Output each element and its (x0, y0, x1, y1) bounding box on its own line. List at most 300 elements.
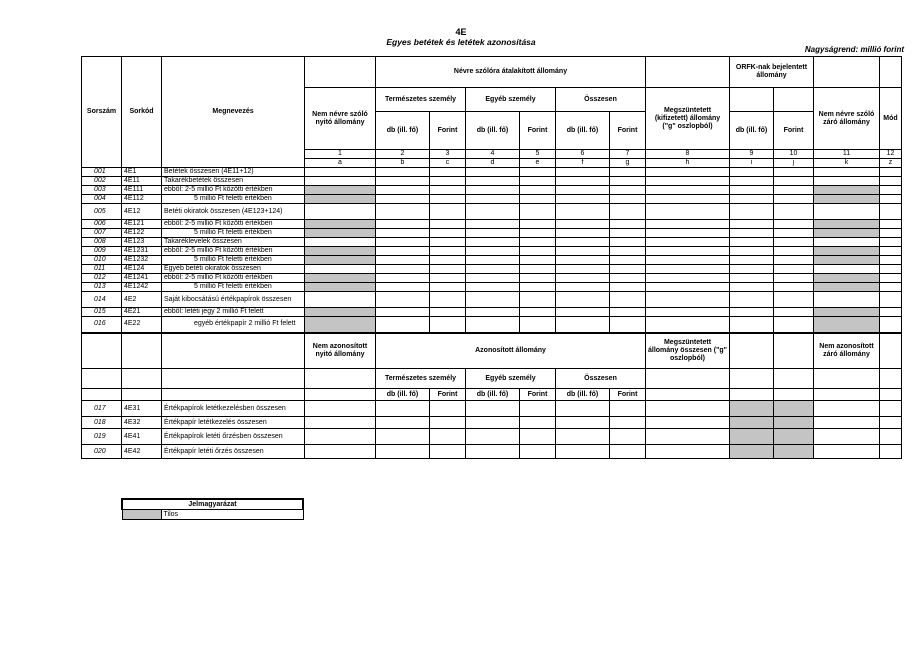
data-rows-block-1 (82, 168, 902, 333)
header2-forint: Forint (610, 389, 646, 401)
header2-empty-cell (122, 369, 162, 389)
column-number: 12 (880, 150, 902, 159)
table-row (82, 229, 902, 238)
row-code: 4E1241 (122, 274, 162, 283)
row-code: 4E1242 (122, 283, 162, 292)
column-letter: f (556, 159, 610, 168)
data-cell (774, 274, 814, 283)
data-cell (556, 168, 610, 177)
row-number: 009 (82, 247, 122, 256)
row-name: Értékpapírok letéti őrzésben összesen (162, 429, 305, 445)
data-cell (376, 256, 430, 265)
data-cell (520, 177, 556, 186)
data-cell (520, 283, 556, 292)
row-number: 014 (82, 292, 122, 308)
header-forint: Forint (774, 112, 814, 150)
data-cell (646, 256, 730, 265)
header2-forint: Forint (520, 389, 556, 401)
row-code: 4E22 (122, 317, 162, 333)
table-row (82, 292, 902, 308)
row-number: 020 (82, 445, 122, 459)
data-cell (305, 177, 376, 186)
column-letter: k (814, 159, 880, 168)
data-cell (646, 292, 730, 308)
data-cell (880, 256, 902, 265)
data-cell (376, 168, 430, 177)
header-mod: Mód (880, 88, 902, 150)
data-cell (556, 445, 610, 459)
data-cell (305, 274, 376, 283)
row-code: 4E12 (122, 204, 162, 220)
table-row (82, 274, 902, 283)
row-number: 015 (82, 308, 122, 317)
header-nem-nevre-zaro: Nem névre szóló záró állomány (814, 88, 880, 150)
data-cell (556, 274, 610, 283)
data-cell (730, 445, 774, 459)
data-cell (430, 429, 466, 445)
header-forint: Forint (610, 112, 646, 150)
table-row (82, 308, 902, 317)
data-cell (880, 401, 902, 417)
data-cell (466, 220, 520, 229)
data-cell (730, 177, 774, 186)
data-cell (556, 204, 610, 220)
data-cell (556, 177, 610, 186)
data-cell (646, 274, 730, 283)
data-cell (520, 247, 556, 256)
data-cell (376, 417, 430, 429)
data-cell (646, 177, 730, 186)
data-cell (376, 238, 430, 247)
data-cell (466, 247, 520, 256)
data-cell (430, 238, 466, 247)
data-cell (520, 204, 556, 220)
data-cell (814, 229, 880, 238)
data-cell (466, 229, 520, 238)
data-cell (814, 274, 880, 283)
data-cell (774, 292, 814, 308)
table-row (82, 417, 902, 429)
header2-empty-cell (122, 389, 162, 401)
header-orfk-group: ORFK-nak bejelentett állomány (730, 57, 814, 88)
data-cell (305, 247, 376, 256)
data-cell (880, 417, 902, 429)
header2-megszuntetett: Megszüntetett állomány összesen ("g" oszlopból) (646, 333, 730, 369)
data-cell (814, 445, 880, 459)
data-cell (466, 168, 520, 177)
data-cell (466, 292, 520, 308)
data-cell (814, 186, 880, 195)
column-number: 3 (430, 150, 466, 159)
data-cell (556, 292, 610, 308)
data-cell (646, 317, 730, 333)
data-cell (610, 204, 646, 220)
data-cell (774, 256, 814, 265)
column-letter: g (610, 159, 646, 168)
row-number: 013 (82, 283, 122, 292)
data-cell (880, 283, 902, 292)
form-title: Egyes betétek és letétek azonosítása (386, 37, 536, 47)
data-cell (466, 195, 520, 204)
data-cell (774, 308, 814, 317)
table-row (82, 177, 902, 186)
header2-egyeb: Egyéb személy (466, 369, 556, 389)
data-cell (376, 265, 430, 274)
data-cell (430, 445, 466, 459)
data-cell (646, 238, 730, 247)
data-cell (430, 417, 466, 429)
header-nevre-group: Névre szólóra átalakított állomány (376, 57, 646, 88)
header2-db: db (ill. fő) (556, 389, 610, 401)
data-cell (610, 445, 646, 459)
data-cell (556, 229, 610, 238)
data-cell (520, 256, 556, 265)
header-empty-cell (880, 57, 902, 88)
row-number: 002 (82, 177, 122, 186)
row-number: 010 (82, 256, 122, 265)
row-name: Takarékbetétek összesen (162, 177, 305, 186)
column-letter: i (730, 159, 774, 168)
row-code: 4E124 (122, 265, 162, 274)
header2-empty-cell (82, 333, 122, 369)
data-cell (305, 186, 376, 195)
data-cell (814, 256, 880, 265)
data-cell (305, 417, 376, 429)
data-cell (610, 247, 646, 256)
table-row (82, 238, 902, 247)
header2-termeszetes: Természetes személy (376, 369, 466, 389)
data-cell (880, 229, 902, 238)
data-cell (610, 317, 646, 333)
data-cell (556, 417, 610, 429)
column-letter: d (466, 159, 520, 168)
data-cell (556, 317, 610, 333)
data-cell (520, 445, 556, 459)
data-cell (430, 292, 466, 308)
row-code: 4E122 (122, 229, 162, 238)
header2-empty-cell (82, 389, 122, 401)
header2-db: db (ill. fő) (376, 389, 430, 401)
header-empty-cell (814, 57, 880, 88)
row-number: 016 (82, 317, 122, 333)
data-cell (814, 417, 880, 429)
row-code: 4E32 (122, 417, 162, 429)
row-code: 4E123 (122, 238, 162, 247)
data-cell (880, 274, 902, 283)
data-cell (730, 186, 774, 195)
data-cell (376, 195, 430, 204)
data-cell (466, 283, 520, 292)
data-cell (646, 195, 730, 204)
data-cell (520, 308, 556, 317)
data-cell (730, 317, 774, 333)
header-sorkod: Sorkód (122, 57, 162, 168)
row-number: 006 (82, 220, 122, 229)
header-egyeb: Egyéb személy (466, 88, 556, 112)
data-cell (305, 317, 376, 333)
data-cell (730, 195, 774, 204)
table-row (82, 256, 902, 265)
data-cell (556, 247, 610, 256)
data-cell (610, 429, 646, 445)
table-row (82, 220, 902, 229)
data-cell (376, 274, 430, 283)
legend-tilos-label: Tilos (161, 510, 303, 520)
column-letter: z (880, 159, 902, 168)
unit-note: Nagyságrend: millió forint (804, 45, 904, 54)
header-db: db (ill. fő) (376, 112, 430, 150)
header-db: db (ill. fő) (466, 112, 520, 150)
data-cell (520, 229, 556, 238)
row-name: ebből: 2-5 millió Ft közötti értékben (162, 220, 305, 229)
data-cell (556, 283, 610, 292)
data-cell (646, 308, 730, 317)
data-cell (466, 238, 520, 247)
column-number: 9 (730, 150, 774, 159)
row-name: ebből: 2-5 millió Ft közötti értékben (162, 274, 305, 283)
data-cell (376, 445, 430, 459)
data-cell (730, 229, 774, 238)
data-cell (430, 247, 466, 256)
data-cell (520, 417, 556, 429)
header2-empty-cell (162, 369, 305, 389)
data-cell (305, 195, 376, 204)
legend-table (121, 498, 304, 520)
table-row (82, 186, 902, 195)
header-nem-nevre-nyito: Nem névre szóló nyitó állomány (305, 88, 376, 150)
table-row (82, 401, 902, 417)
table-row (82, 265, 902, 274)
data-cell (466, 417, 520, 429)
data-cell (610, 265, 646, 274)
data-cell (880, 204, 902, 220)
data-cell (610, 256, 646, 265)
data-cell (774, 401, 814, 417)
legend-gray-swatch (122, 510, 161, 520)
row-name: Egyéb betéti okiratok összesen (162, 265, 305, 274)
data-cell (880, 265, 902, 274)
data-cell (880, 220, 902, 229)
row-name: egyéb értékpapír 2 millió Ft felett (162, 317, 305, 333)
data-cell (305, 229, 376, 238)
header2-empty-cell (162, 389, 305, 401)
data-cell (646, 283, 730, 292)
data-cell (376, 247, 430, 256)
data-cell (305, 220, 376, 229)
data-cell (556, 238, 610, 247)
header2-empty-cell (814, 389, 880, 401)
header2-empty-cell (774, 333, 814, 369)
data-cell (430, 265, 466, 274)
header2-empty-cell (122, 333, 162, 369)
data-cell (305, 265, 376, 274)
row-number: 003 (82, 186, 122, 195)
header2-empty-cell (814, 369, 880, 389)
data-cell (466, 186, 520, 195)
data-cell (430, 283, 466, 292)
table-row (82, 445, 902, 459)
data-cell (730, 274, 774, 283)
data-cell (774, 186, 814, 195)
data-cell (730, 292, 774, 308)
row-number: 005 (82, 204, 122, 220)
data-cell (814, 292, 880, 308)
data-cell (730, 204, 774, 220)
data-cell (730, 283, 774, 292)
data-cell (466, 401, 520, 417)
data-cell (814, 247, 880, 256)
row-name: Betéti okiratok összesen (4E123+124) (162, 204, 305, 220)
data-cell (430, 308, 466, 317)
row-name: Saját kibocsátású értékpapírok összesen (162, 292, 305, 308)
header2-empty-cell (162, 333, 305, 369)
table-row (82, 317, 902, 333)
row-code: 4E121 (122, 220, 162, 229)
data-cell (376, 292, 430, 308)
row-name: ebből: letéti jegy 2 millió Ft felett (162, 308, 305, 317)
data-cell (774, 265, 814, 274)
data-cell (520, 186, 556, 195)
data-cell (430, 274, 466, 283)
data-cell (520, 429, 556, 445)
data-cell (520, 168, 556, 177)
data-cell (376, 220, 430, 229)
header2-empty-cell (646, 369, 730, 389)
header-db: db (ill. fő) (730, 112, 774, 150)
column-number: 2 (376, 150, 430, 159)
column-number: 5 (520, 150, 556, 159)
data-cell (466, 177, 520, 186)
data-rows-block-2 (82, 401, 902, 459)
row-number: 012 (82, 274, 122, 283)
data-cell (520, 292, 556, 308)
data-cell (520, 401, 556, 417)
data-cell (774, 168, 814, 177)
legend-title: Jelmagyarázat (122, 499, 303, 510)
row-name: Betétek összesen (4E11+12) (162, 168, 305, 177)
data-cell (730, 238, 774, 247)
row-number: 019 (82, 429, 122, 445)
data-cell (610, 168, 646, 177)
row-name: 5 millió Ft feletti értékben (162, 195, 305, 204)
data-cell (610, 177, 646, 186)
column-number: 10 (774, 150, 814, 159)
data-cell (880, 186, 902, 195)
data-cell (774, 283, 814, 292)
header2-empty-cell (305, 389, 376, 401)
table-row (82, 168, 902, 177)
data-cell (376, 204, 430, 220)
data-cell (814, 195, 880, 204)
data-cell (520, 274, 556, 283)
data-cell (880, 177, 902, 186)
table-row (82, 429, 902, 445)
header2-empty-cell (305, 369, 376, 389)
data-cell (610, 195, 646, 204)
data-cell (880, 168, 902, 177)
data-cell (305, 445, 376, 459)
header2-empty-cell (646, 389, 730, 401)
data-cell (376, 229, 430, 238)
data-cell (466, 445, 520, 459)
row-name: Takaréklevelek összesen (162, 238, 305, 247)
column-letter: a (305, 159, 376, 168)
data-cell (430, 168, 466, 177)
data-cell (814, 401, 880, 417)
data-cell (814, 238, 880, 247)
data-cell (646, 168, 730, 177)
data-cell (430, 195, 466, 204)
data-cell (814, 220, 880, 229)
row-number: 001 (82, 168, 122, 177)
data-cell (556, 401, 610, 417)
header2-db: db (ill. fő) (466, 389, 520, 401)
data-cell (646, 265, 730, 274)
data-cell (610, 417, 646, 429)
data-cell (610, 283, 646, 292)
data-cell (730, 417, 774, 429)
data-cell (430, 229, 466, 238)
row-code: 4E21 (122, 308, 162, 317)
column-letter: h (646, 159, 730, 168)
data-cell (730, 247, 774, 256)
column-number: 11 (814, 150, 880, 159)
data-cell (376, 177, 430, 186)
data-cell (814, 168, 880, 177)
column-letter: b (376, 159, 430, 168)
data-cell (556, 186, 610, 195)
column-number: 8 (646, 150, 730, 159)
data-cell (556, 220, 610, 229)
data-cell (646, 429, 730, 445)
data-cell (430, 186, 466, 195)
data-cell (430, 177, 466, 186)
data-cell (520, 265, 556, 274)
row-code: 4E1232 (122, 256, 162, 265)
header2-empty-cell (730, 369, 774, 389)
row-name: Értékpapír letéti őrzés összesen (162, 445, 305, 459)
data-cell (520, 238, 556, 247)
header2-nem-azon-nyito: Nem azonosított nyitó állomány (305, 333, 376, 369)
data-cell (305, 283, 376, 292)
header2-empty-cell (880, 333, 902, 369)
header2-azonositott: Azonosított állomány (376, 333, 646, 369)
data-cell (646, 204, 730, 220)
data-cell (646, 417, 730, 429)
row-name: Értékpapír letétkezelés összesen (162, 417, 305, 429)
table-row (82, 195, 902, 204)
row-name: Értékpapírok letétkezelésben összesen (162, 401, 305, 417)
data-cell (305, 168, 376, 177)
data-cell (880, 195, 902, 204)
data-cell (376, 308, 430, 317)
data-cell (556, 195, 610, 204)
header2-empty-cell (880, 369, 902, 389)
data-cell (774, 229, 814, 238)
row-code: 4E2 (122, 292, 162, 308)
column-number: 6 (556, 150, 610, 159)
header-sorszam: Sorszám (82, 57, 122, 168)
data-cell (466, 256, 520, 265)
data-cell (814, 177, 880, 186)
row-code: 4E111 (122, 186, 162, 195)
data-cell (730, 308, 774, 317)
data-cell (814, 283, 880, 292)
column-letter: j (774, 159, 814, 168)
data-cell (646, 247, 730, 256)
data-cell (466, 317, 520, 333)
data-cell (730, 265, 774, 274)
